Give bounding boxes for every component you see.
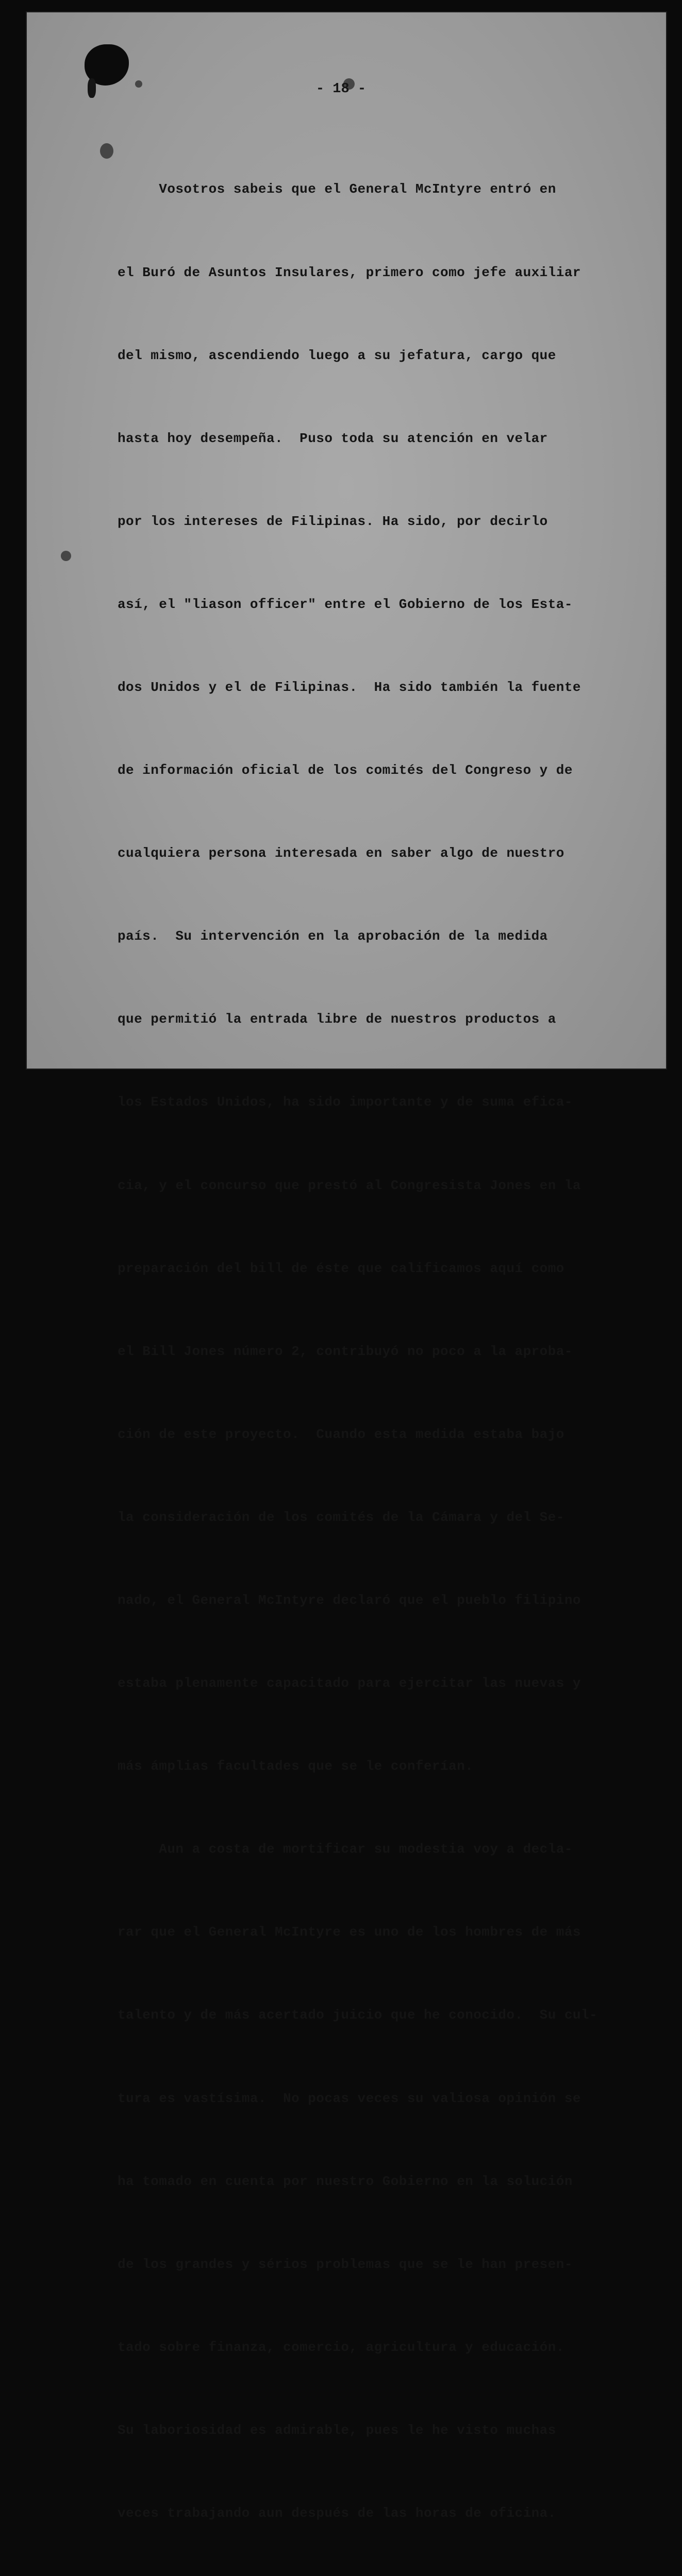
text-line: hasta hoy desempeña. Puso toda su atención en velar: [118, 430, 548, 446]
text-line: tado sobre finanza, comercio, agricultura y educación.: [118, 2339, 564, 2355]
text-line: tura es vastísima. No pocas veces su valiosa opinión se: [118, 2090, 581, 2106]
smudge-mark: [61, 551, 71, 561]
text-line: veces trabajando aun después de las horas de oficina.: [118, 2505, 556, 2521]
text-line: de los grandes y sérios problemas que se le han presen-: [118, 2256, 573, 2272]
text-line: ción de este proyecto. Cuando esta medida estaba bajo: [118, 1426, 564, 1442]
page-number: - 18 -: [315, 81, 367, 97]
text-line: talento y de más acertado juicio que he conocido. Su cul-: [118, 2007, 598, 2023]
text-line: Aun a costa de mortificar su modestia voy a decla-: [118, 1841, 573, 1857]
text-line: cualquiera persona interesada en saber algo de nuestro: [118, 845, 564, 861]
text-line: de información oficial de los comités del Congreso y de: [118, 762, 573, 778]
text-line: los Estados Unidos, ha sido importante y de suma efica-: [118, 1094, 573, 1110]
text-line: Su laboriosidad es admirable, pues le he visto muchas: [118, 2422, 556, 2438]
smudge-mark: [100, 143, 113, 159]
text-line: más ámplias facultades que se le conferían.: [118, 1758, 474, 1774]
text-line: cia, y el concurso que prestó al Congresista Jones en la: [118, 1177, 581, 1193]
text-line: ha tomado en cuenta por nuestro Gobierno en la solución: [118, 2173, 573, 2189]
text-line: rar que el General McIntyre es uno de los hombres de más: [118, 1924, 581, 1940]
text-line: por los intereses de Filipinas. Ha sido, por decirlo: [118, 513, 548, 529]
document-body: [118, 121, 598, 2576]
text-line: el Bill Jones número 2, contribuyó no poco a la aproba-: [118, 1343, 573, 1359]
text-line: preparación del bill de éste que calificamos aquí como: [118, 1260, 564, 1276]
text-line: nado, el General McIntyre declaró que el pueblo filipino: [118, 1592, 581, 1608]
text-line: que permitió la entrada libre de nuestros productos a: [118, 1011, 556, 1027]
text-line: del mismo, ascendiendo luego a su jefatura, cargo que: [118, 347, 556, 363]
text-line: así, el "liason officer" entre el Gobierno de los Esta-: [118, 596, 573, 612]
text-line: dos Unidos y el de Filipinas. Ha sido también la fuente: [118, 679, 581, 695]
text-line: estaba plenamente capacitado para ejercitar las nuevas y: [118, 1675, 581, 1691]
text-line: Vosotros sabeis que el General McIntyre entró en: [118, 181, 556, 197]
text-line: el Buró de Asuntos Insulares, primero como jefe auxiliar: [118, 264, 581, 280]
text-line: país. Su intervención en la aprobación de la medida: [118, 928, 548, 944]
text-line: la consideración de los comités de la Cámara y del Se-: [118, 1509, 564, 1525]
